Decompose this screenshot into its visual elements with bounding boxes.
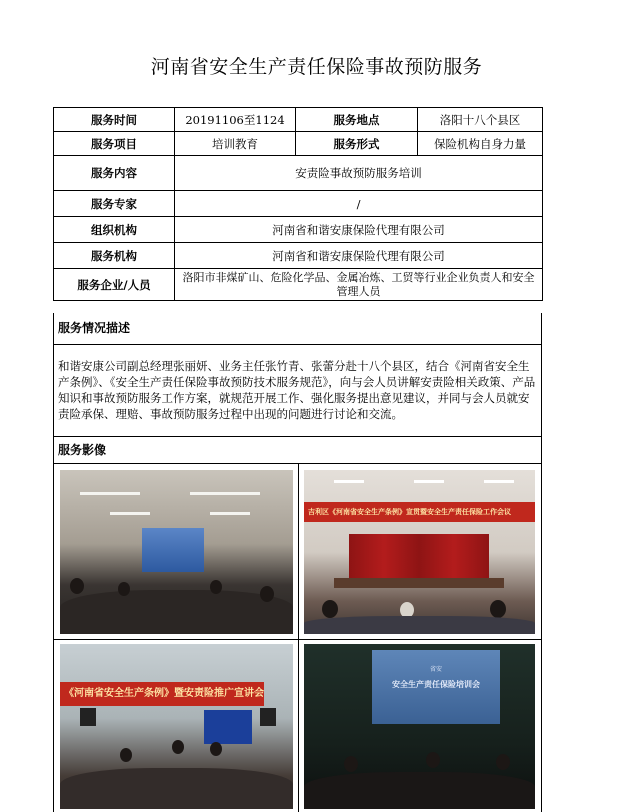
service-time-value: 20191106至1124 bbox=[175, 108, 296, 132]
page-title: 河南省安全生产责任保险事故预防服务 bbox=[150, 56, 483, 78]
description-text: 和谐安康公司副总经理张丽妍、业务主任张竹青、张蕾分赴十八个县区，结合《河南省安全生产条例》、《安全生产责任保险事故预防技术服务规范》，向与会人员讲解安责险相关政策、产品知识和事故预防服务工作方案，就规范开展工作、强化服务提出意见建议，并同与会人员就安责险承保、理赔、事故预防服务过程中出现的问题进行讨论和交流。 bbox=[53, 345, 542, 437]
photo-grid bbox=[53, 464, 542, 812]
service-content-value: 安责险事故预防服务培训 bbox=[175, 156, 543, 191]
description-heading: 服务情况描述 bbox=[53, 313, 542, 345]
enterprise-value: 洛阳市非煤矿山、危险化学品、金属冶炼、工贸等行业企业负责人和安全管理人员 bbox=[175, 269, 543, 301]
grid-divider bbox=[298, 464, 299, 812]
meeting-photo-4 bbox=[304, 644, 535, 809]
organizer-label: 组织机构 bbox=[54, 217, 175, 243]
photo-banner: 《河南省安全生产条例》暨安责险推广宣讲会 bbox=[60, 682, 264, 706]
service-form-label: 服务形式 bbox=[296, 132, 418, 156]
images-heading: 服务影像 bbox=[53, 437, 542, 464]
service-content-label: 服务内容 bbox=[54, 156, 175, 191]
photo-banner: 吉利区《河南省安全生产条例》宣贯暨安全生产责任保险工作会议 bbox=[304, 502, 535, 522]
screen-subtitle: 省安 bbox=[429, 666, 442, 673]
service-item-label: 服务项目 bbox=[54, 132, 175, 156]
service-info-table bbox=[53, 107, 543, 301]
service-time-label: 服务时间 bbox=[54, 108, 175, 132]
screen-title: 安全生产责任保险培训会 bbox=[392, 679, 480, 689]
meeting-photo-3 bbox=[60, 644, 293, 809]
grid-divider bbox=[54, 639, 541, 640]
service-form-value: 保险机构自身力量 bbox=[418, 132, 543, 156]
service-org-value: 河南省和谐安康保险代理有限公司 bbox=[175, 243, 543, 269]
meeting-photo-1 bbox=[60, 470, 293, 634]
service-expert-value: / bbox=[175, 191, 543, 217]
meeting-photo-2 bbox=[304, 470, 535, 634]
enterprise-label: 服务企业/人员 bbox=[54, 269, 175, 301]
organizer-value: 河南省和谐安康保险代理有限公司 bbox=[175, 217, 543, 243]
service-place-label: 服务地点 bbox=[296, 108, 418, 132]
service-expert-label: 服务专家 bbox=[54, 191, 175, 217]
service-place-value: 洛阳十八个县区 bbox=[418, 108, 543, 132]
service-org-label: 服务机构 bbox=[54, 243, 175, 269]
service-item-value: 培训教育 bbox=[175, 132, 296, 156]
